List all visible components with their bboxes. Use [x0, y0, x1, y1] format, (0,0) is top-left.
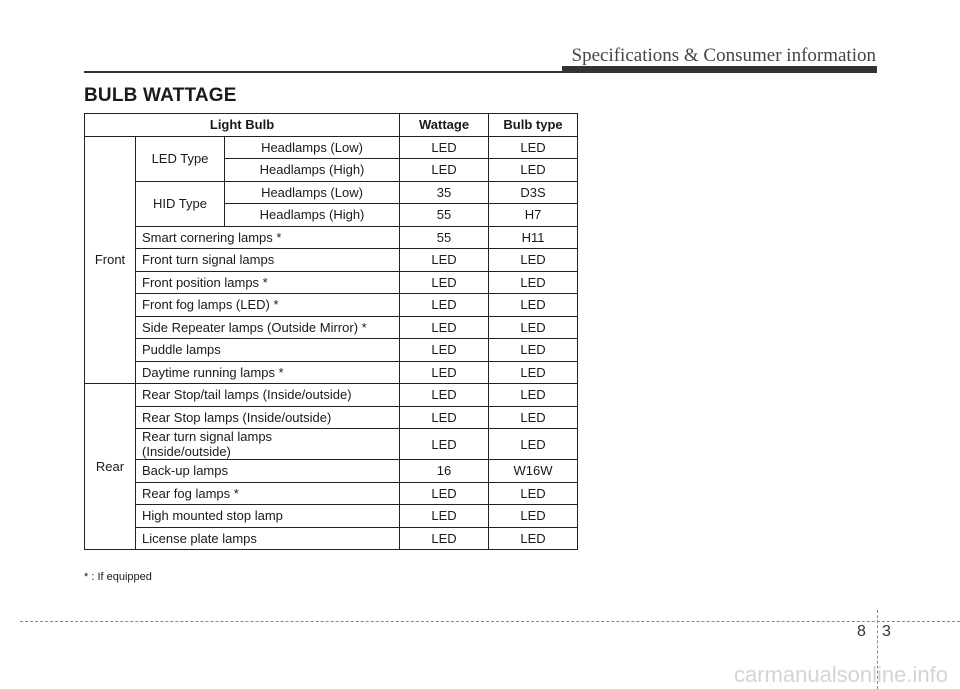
table-row [85, 181, 578, 204]
bulb-wattage: 55 [400, 226, 489, 249]
bulb-wattage: LED [400, 316, 489, 339]
header-bulb-type: Bulb type [489, 114, 578, 137]
bulb-wattage: LED [400, 384, 489, 407]
bulb-wattage: 16 [400, 460, 489, 483]
table-row [85, 294, 578, 317]
bulb-type: LED [489, 339, 578, 362]
table-row [85, 384, 578, 407]
bulb-name: Headlamps (High) [225, 159, 400, 182]
group-label-front: Front [85, 136, 136, 384]
page-header-title: Specifications & Consumer information [571, 45, 876, 66]
table-row [85, 482, 578, 505]
table-row [85, 527, 578, 550]
subgroup-label-led: LED Type [136, 136, 225, 181]
bulb-wattage: LED [400, 339, 489, 362]
bulb-type: LED [489, 361, 578, 384]
bulb-wattage: LED [400, 136, 489, 159]
bulb-wattage: LED [400, 271, 489, 294]
bulb-name-line-2: (Inside/outside) [142, 444, 231, 459]
bulb-wattage: LED [400, 406, 489, 429]
bulb-name: Headlamps (Low) [225, 181, 400, 204]
page-number: 3 [882, 623, 891, 640]
bulb-name: Daytime running lamps * [136, 361, 400, 384]
subgroup-label-hid: HID Type [136, 181, 225, 226]
bulb-name: Headlamps (Low) [225, 136, 400, 159]
header-light-bulb: Light Bulb [85, 114, 400, 137]
bulb-type: LED [489, 136, 578, 159]
bulb-wattage: LED [400, 505, 489, 528]
bulb-type: LED [489, 294, 578, 317]
bulb-type: LED [489, 271, 578, 294]
bulb-name: Front position lamps * [136, 271, 400, 294]
table-row [85, 249, 578, 272]
bulb-type: LED [489, 316, 578, 339]
watermark: carmanualsonline.info [733, 662, 948, 687]
header-rule-thick [562, 66, 877, 73]
bulb-name-multiline [136, 429, 400, 460]
bulb-wattage: LED [400, 527, 489, 550]
table-row [85, 136, 578, 159]
table-row [85, 429, 578, 460]
bulb-type: D3S [489, 181, 578, 204]
bulb-name: Puddle lamps [136, 339, 400, 362]
table-row [85, 226, 578, 249]
bulb-wattage: LED [400, 159, 489, 182]
bulb-wattage: LED [400, 361, 489, 384]
bulb-name: Front turn signal lamps [136, 249, 400, 272]
table-row [85, 460, 578, 483]
table-row [85, 271, 578, 294]
section-title: BULB WATTAGE [84, 85, 237, 106]
bulb-name: Back-up lamps [136, 460, 400, 483]
header-rule-thin [84, 71, 562, 73]
bulb-type: LED [489, 429, 578, 460]
footer-rule [20, 621, 960, 622]
bulb-wattage: LED [400, 249, 489, 272]
bulb-type: H11 [489, 226, 578, 249]
bulb-name: Rear fog lamps * [136, 482, 400, 505]
group-label-rear: Rear [85, 384, 136, 550]
bulb-type: H7 [489, 204, 578, 227]
bulb-name-line-1: Rear turn signal lamps [142, 429, 273, 444]
table-row [85, 339, 578, 362]
bulb-type: LED [489, 527, 578, 550]
bulb-type: LED [489, 159, 578, 182]
bulb-name: Rear Stop/tail lamps (Inside/outside) [136, 384, 400, 407]
bulb-type: LED [489, 384, 578, 407]
bulb-type: LED [489, 406, 578, 429]
table-row [85, 505, 578, 528]
header-wattage: Wattage [400, 114, 489, 137]
bulb-name: Smart cornering lamps * [136, 226, 400, 249]
table-header-row [85, 114, 578, 137]
bulb-name: High mounted stop lamp [136, 505, 400, 528]
bulb-wattage: 55 [400, 204, 489, 227]
table-row [85, 361, 578, 384]
bulb-name: License plate lamps [136, 527, 400, 550]
bulb-type: LED [489, 249, 578, 272]
chapter-number: 8 [857, 623, 866, 640]
bulb-wattage: LED [400, 482, 489, 505]
bulb-type: LED [489, 482, 578, 505]
bulb-wattage: LED [400, 294, 489, 317]
bulb-type: LED [489, 505, 578, 528]
bulb-type: W16W [489, 460, 578, 483]
bulb-wattage-table [84, 113, 578, 550]
table-row [85, 316, 578, 339]
table-row [85, 406, 578, 429]
footnote: * : If equipped [84, 571, 152, 583]
bulb-name: Rear Stop lamps (Inside/outside) [136, 406, 400, 429]
bulb-name: Front fog lamps (LED) * [136, 294, 400, 317]
bulb-name: Headlamps (High) [225, 204, 400, 227]
bulb-name: Side Repeater lamps (Outside Mirror) * [136, 316, 400, 339]
bulb-wattage: LED [400, 429, 489, 460]
bulb-wattage: 35 [400, 181, 489, 204]
